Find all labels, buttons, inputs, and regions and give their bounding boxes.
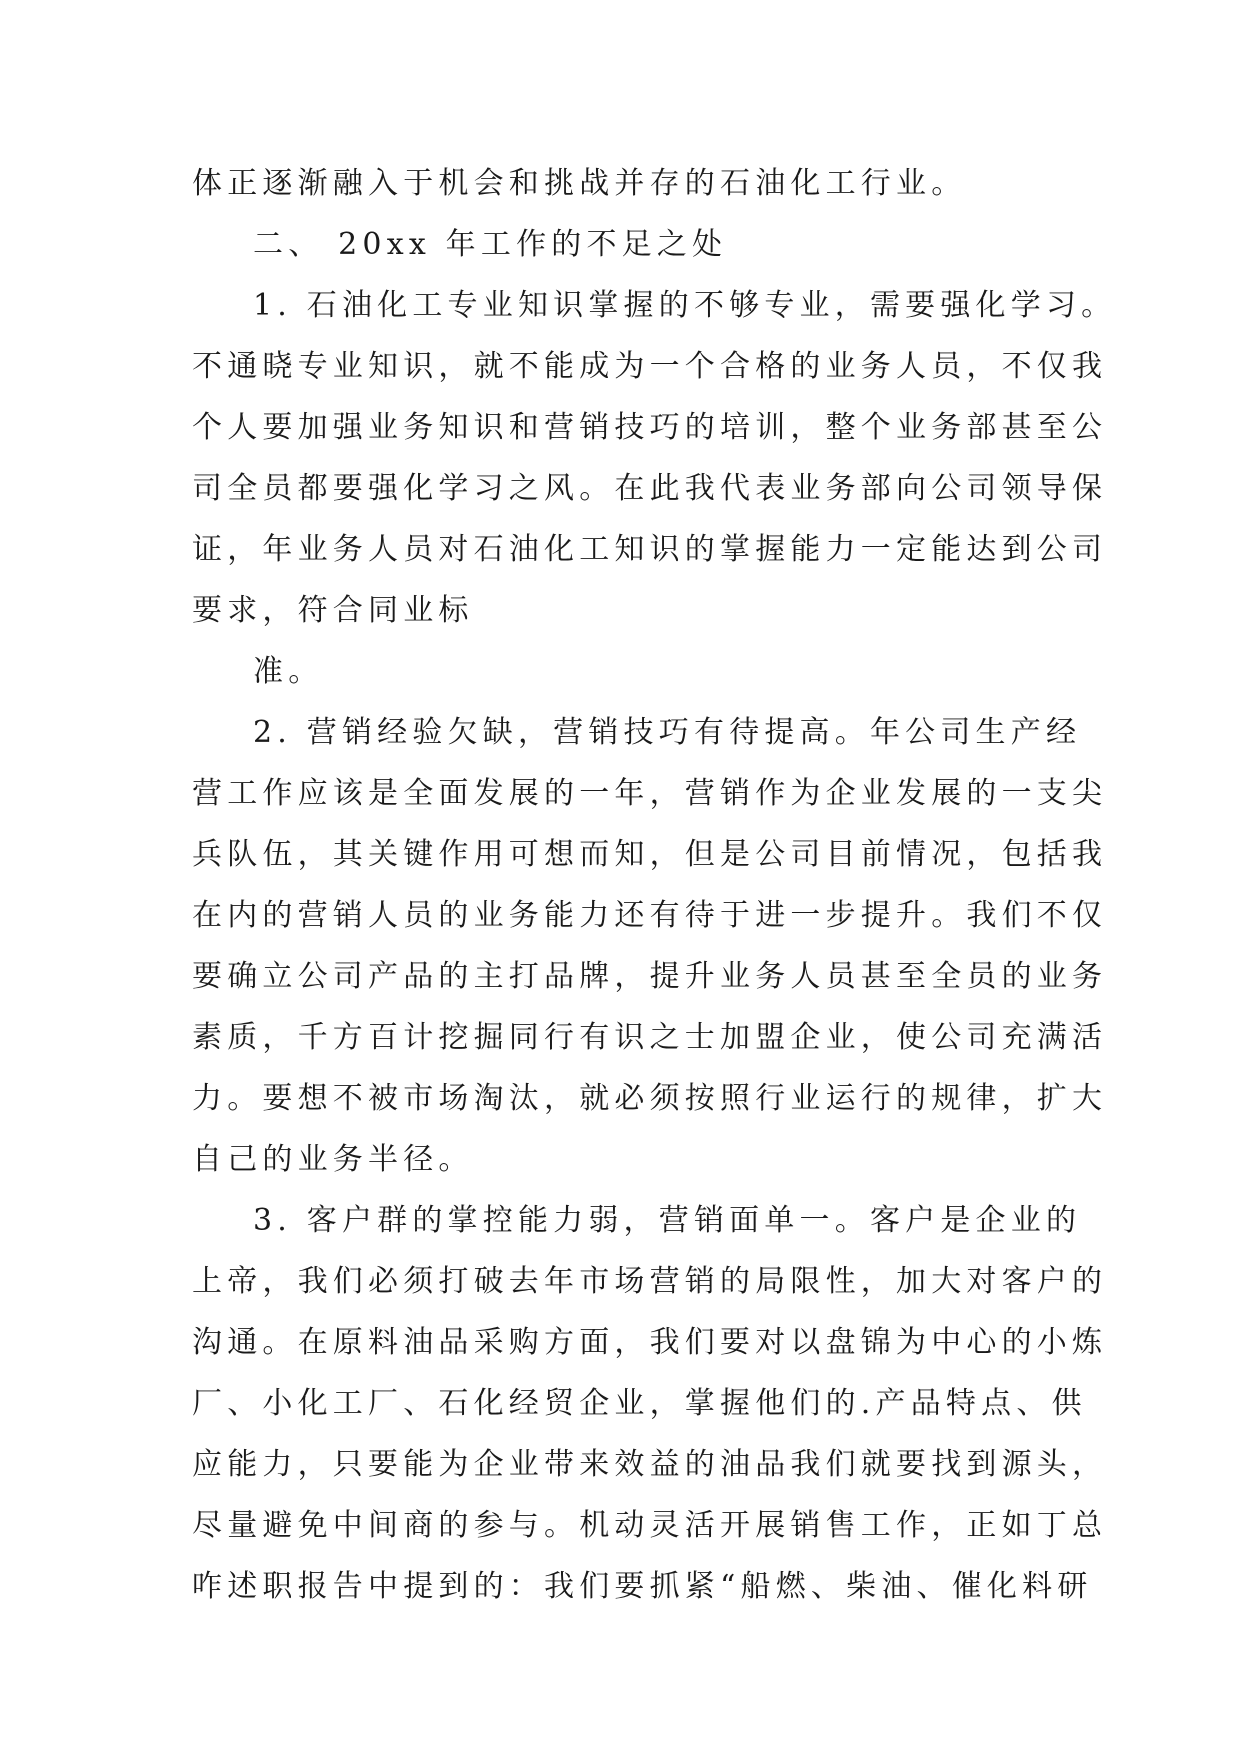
text-line-18: 3. 客户群的掌控能力弱，营销面单一。客户是企业的 xyxy=(253,1203,1082,1238)
text-line-12: 兵队伍，其关键作用可想而知，但是公司目前情况，包括我 xyxy=(192,837,1108,872)
text-line-13: 在内的营销人员的业务能力还有待于进一步提升。我们不仅 xyxy=(192,898,1108,933)
text-line-19: 上帝，我们必须打破去年市场营销的局限性，加大对客户的 xyxy=(192,1264,1108,1299)
text-line-17: 自己的业务半径。 xyxy=(192,1142,474,1177)
text-line-14: 要确立公司产品的主打品牌，提升业务人员甚至全员的业务 xyxy=(192,959,1108,994)
section-heading: 二、 20xx 年工作的不足之处 xyxy=(253,227,728,262)
text-line-22: 应能力，只要能为企业带来效益的油品我们就要找到源头， xyxy=(192,1447,1108,1482)
text-line-5: 个人要加强业务知识和营销技巧的培训，整个业务部甚至公 xyxy=(192,410,1108,445)
text-line-1: 体正逐渐融入于机会和挑战并存的石油化工行业。 xyxy=(192,166,967,201)
text-line-11: 营工作应该是全面发展的一年，营销作为企业发展的一支尖 xyxy=(192,776,1108,811)
text-line-9: 准。 xyxy=(253,654,324,689)
text-line-16: 力。要想不被市场淘汰，就必须按照行业运行的规律，扩大 xyxy=(192,1081,1108,1116)
text-line-8: 要求，符合同业标 xyxy=(192,593,474,628)
text-line-20: 沟通。在原料油品采购方面，我们要对以盘锦为中心的小炼 xyxy=(192,1325,1108,1360)
text-line-21: 厂、小化工厂、石化经贸企业，掌握他们的.产品特点、供 xyxy=(192,1386,1087,1421)
text-line-7: 证，年业务人员对石油化工知识的掌握能力一定能达到公司 xyxy=(192,532,1108,567)
text-line-24: 咋述职报告中提到的：我们要抓紧“船燃、柴油、催化料研 xyxy=(192,1569,1093,1604)
text-line-15: 素质，千方百计挖掘同行有识之士加盟企业，使公司充满活 xyxy=(192,1020,1108,1055)
text-line-6: 司全员都要强化学习之风。在此我代表业务部向公司领导保 xyxy=(192,471,1108,506)
text-line-10: 2. 营销经验欠缺，营销技巧有待提高。年公司生产经 xyxy=(253,715,1082,750)
text-line-3: 1. 石油化工专业知识掌握的不够专业，需要强化学习。 xyxy=(253,288,1117,323)
text-line-4: 不通晓专业知识，就不能成为一个合格的业务人员，不仅我 xyxy=(192,349,1108,384)
text-line-23: 尽量避免中间商的参与。机动灵活开展销售工作，正如丁总 xyxy=(192,1508,1108,1543)
